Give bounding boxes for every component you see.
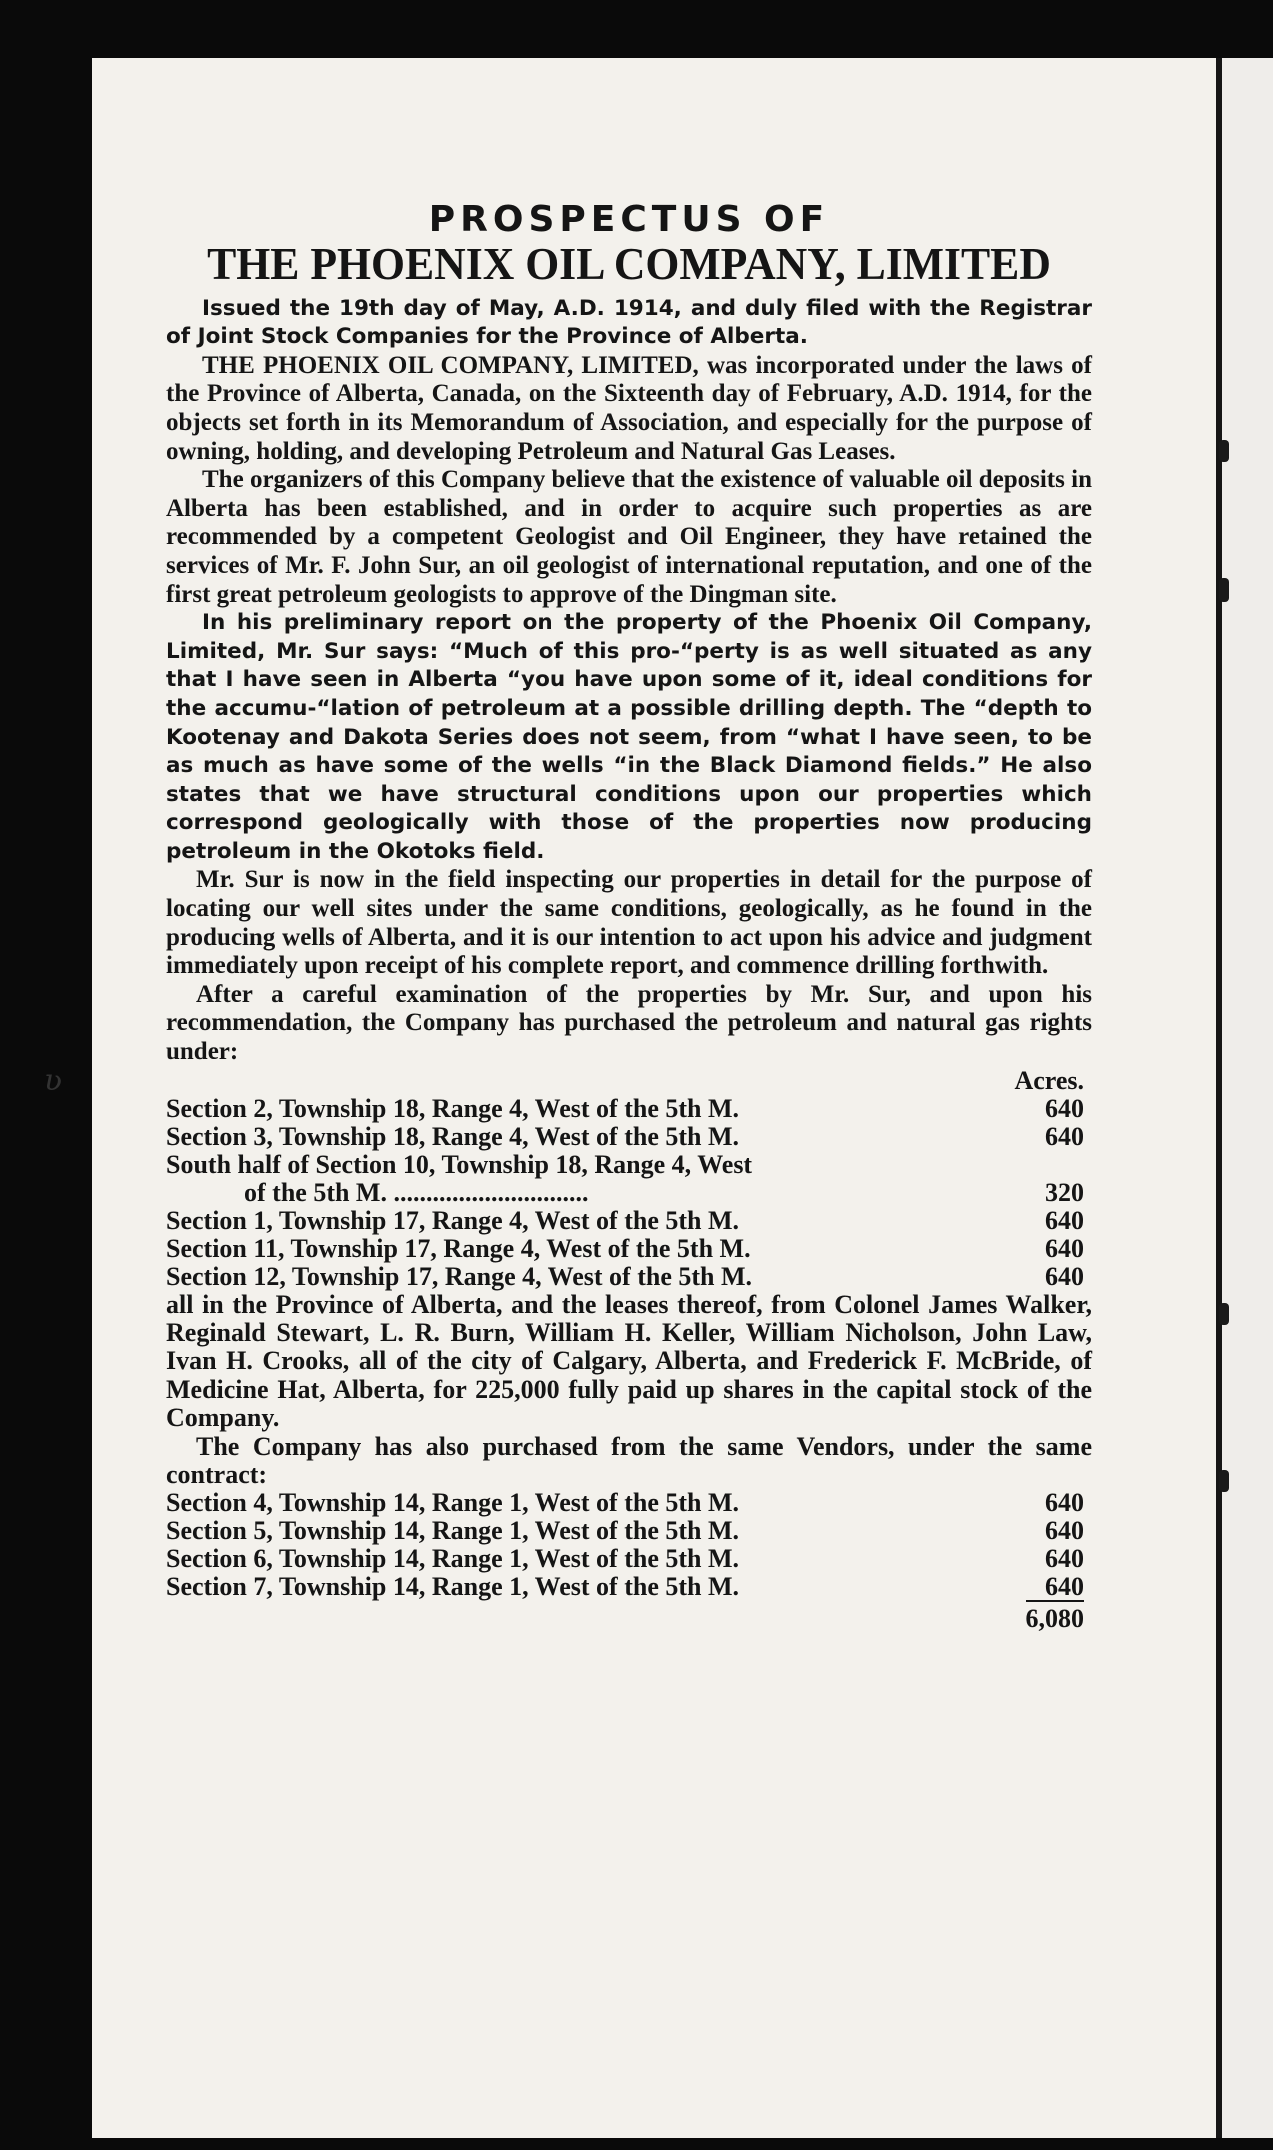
land-acres: 320 [1045, 1177, 1084, 1207]
margin-scratch-mark: ʋ [44, 1063, 63, 1098]
prospectus-text [166, 140, 1092, 1634]
paragraph-incorporation: THE PHOENIX OIL COMPANY, LIMITED, was incorporated under the laws of the Province of Alberta, Canada, on the Sixteenth day of February, A.D. 1914, for the objects set forth in its Memorandum of Association, and especially for the purpose of owning, holding, and developing Petroleum and Natural Gas Leases. [166, 351, 1092, 465]
land-acres: 640 [1045, 1261, 1084, 1291]
land-list-1 [166, 1095, 1092, 1291]
land-description: Section 5, Township 14, Range 1, West of the 5th M. [166, 1516, 740, 1546]
land-description: Section 7, Township 14, Range 1, West of the 5th M. [166, 1572, 740, 1602]
land-row [166, 1207, 1092, 1235]
issued-notice: Issued the 19th day of May, A.D. 1914, and duly filed with the Registrar of Joint Stock Companies for the Province of Alberta. [166, 295, 1092, 350]
land-acres: 640 [1045, 1488, 1084, 1518]
acres-column-header: Acres. [1014, 1065, 1084, 1095]
paragraph-vendors: all in the Province of Alberta, and the leases thereof, from Colonel James Walker, Reginald Stewart, L. R. Burn, William H. Keller, William Nicholson, John Law, Ivan H. Crooks, all of the city of Calgary, Alberta, and Frederick F. McBride, of Medicine Hat, Alberta, for 225,000 fully paid up shares in the capital stock of the Company. [166, 1289, 1092, 1433]
land-acres: 640 [1045, 1121, 1084, 1151]
land-description: Section 4, Township 14, Range 1, West of the 5th M. [166, 1488, 740, 1518]
land-description: Section 12, Township 17, Range 4, West of the 5th M. [166, 1261, 753, 1291]
paragraph-report: In his preliminary report on the property of the Phoenix Oil Company, Limited, Mr. Sur says: “Much of this pro-“perty is as well situated as any that I have seen in Alberta “you have upon some of it, ideal conditions for the accumu-“lation of petroleum at a possible drilling depth. The “depth to Kootenay and Dakota Series does not seem, from “what I have seen, to be as much as have some of the wells “in the Black Diamond fields.” He also states that we have structural conditions upon our properties which correspond geologically with those of the properties now producing petroleum in the Okotoks field. [166, 610, 1092, 864]
total-acres [166, 1605, 1092, 1634]
adjacent-page-strip [1222, 58, 1273, 2138]
land-description: Section 3, Township 18, Range 4, West of the 5th M. [166, 1121, 740, 1151]
land-acres: 640 [1045, 1233, 1084, 1263]
land-description: Section 1, Township 17, Range 4, West of the 5th M. [166, 1205, 740, 1235]
margin-mark [1219, 578, 1229, 602]
margin-mark [1219, 440, 1229, 462]
paragraph-inspection: Mr. Sur is now in the field inspecting our properties in detail for the purpose of locating our well sites under the same conditions, geologically, as he found in the producing wells of Alberta, and it is our intention to act upon his advice and judgment immediately upon receipt of his complete report, and commence drilling forthwith. [166, 866, 1092, 980]
paragraph-additional-purchase: The Company has also purchased from the same Vendors, under the same contract: [166, 1431, 1092, 1490]
land-description: Section 2, Township 18, Range 4, West of the 5th M. [166, 1093, 740, 1123]
land-acres: 640 [1045, 1516, 1084, 1546]
land-acres: 640 [1045, 1205, 1084, 1235]
land-description: Section 6, Township 14, Range 1, West of the 5th M. [166, 1544, 740, 1574]
land-row [166, 1123, 1092, 1151]
paragraph-organizers: The organizers of this Company believe that the existence of valuable oil deposits in Alberta has been established, and in order to acquire such properties as are recommended by a competent Geologist and Oil Engineer, they have retained the services of Mr. F. John Sur, an oil geologist of international reputation, and one of the first great petroleum geologists to approve of the Dingman site. [166, 466, 1092, 608]
paragraph-purchase: After a careful examination of the properties by Mr. Sur, and upon his recommendation, the Company has purchased the petroleum and natural gas rights under: [166, 980, 1092, 1066]
land-row [166, 1489, 1092, 1517]
margin-mark [1219, 1303, 1229, 1325]
margin-mark [1219, 1470, 1229, 1492]
land-description-continued: of the 5th M. .............................. [244, 1177, 589, 1207]
total-acres-value: 6,080 [1026, 1600, 1085, 1633]
land-row [166, 1263, 1092, 1291]
land-acres: 640 [1045, 1093, 1084, 1123]
land-row [166, 1151, 1092, 1207]
land-list-2 [166, 1489, 1092, 1601]
land-row [166, 1235, 1092, 1263]
land-row [166, 1545, 1092, 1573]
land-row [166, 1095, 1092, 1123]
title-line-1: PROSPECTUS OF [428, 199, 830, 240]
land-description: Section 11, Township 17, Range 4, West of the 5th M. [166, 1233, 751, 1263]
land-row [166, 1517, 1092, 1545]
land-acres: 640 [1045, 1544, 1084, 1574]
land-row [166, 1573, 1092, 1601]
title-line-2: THE PHOENIX OIL COMPANY, LIMITED [207, 237, 1051, 289]
land-acres: 640 [1045, 1572, 1084, 1602]
land-description: South half of Section 10, Township 18, Range 4, West [166, 1149, 753, 1179]
